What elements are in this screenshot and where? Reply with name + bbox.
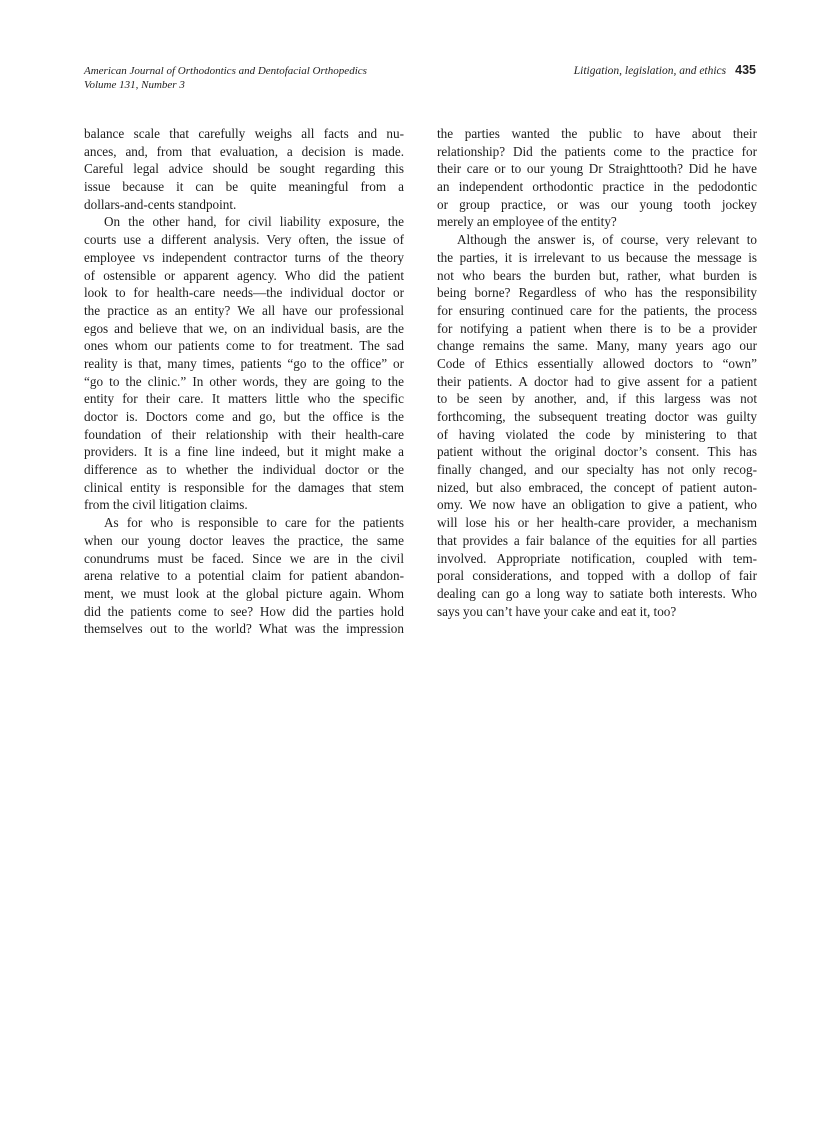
text-line: their care or to our young Dr Straighttooth? Did he have [437,161,757,177]
text-line: themselves out to the world? What was the impression [84,621,404,637]
text-line: doctor is. Doctors come and go, but the office is the [84,409,404,424]
text-line: of having violated the code by ministering to that [437,426,757,442]
text-line: their patients. A doctor had to give assent for a patient [437,373,757,389]
text-line: for ensuring continued care for the patients, the process [437,302,757,318]
body-column-right [437,125,757,620]
text-line: forthcoming, the subsequent treating doctor was guilty [437,409,757,424]
text-line: Although the answer is, of course, very relevant to [457,232,757,248]
text-line: relationship? Did the patients come to the practice for [437,143,757,159]
text-line: clinical entity is responsible for the damages that stem [84,479,404,495]
text-line: balance scale that carefully weighs all facts and nu- [84,126,404,141]
text-line: issue because it can be quite meaningful from a [84,179,404,195]
text-line: Careful legal advice should be sought regarding this [84,161,404,177]
text-line: for notifying a patient when there is to be a provider [437,320,757,336]
text-line: egos and believe that we, on an individual basis, are the [84,320,404,336]
text-line: patient without the original doctor’s consent. This has [437,444,757,460]
text-line: ment, we must look at the global picture again. Whom [84,585,404,601]
volume-issue: Volume 131, Number 3 [84,79,185,91]
text-line: arena relative to a potential claim for patient abandon- [84,568,404,584]
text-line: involved. Appropriate notification, coupled with tem- [437,550,757,566]
text-line: when our young doctor leaves the practice, the same [84,532,404,548]
text-line: being borne? Regardless of who has the responsibility [437,285,757,301]
text-line: conundrums must be faced. Since we are in the civil [84,550,404,566]
text-line: that provides a fair balance of the equities for all parties [437,532,757,548]
text-line: ances, and, from that evaluation, a decision is made. [84,143,404,159]
text-line: On the other hand, for civil liability exposure, the [104,214,404,230]
text-line: of ostensible or apparent agency. Who did the patient [84,267,404,283]
text-line: providers. It is a fine line indeed, but it might make a [84,444,404,460]
text-line: finally changed, and our specialty has not only recog- [437,462,757,478]
text-line: or group practice, or was our young tooth jockey [437,196,757,212]
text-line: the parties wanted the public to have about their [437,126,757,141]
text-line: not who bears the burden but, rather, what burden is [437,267,757,283]
running-header-right [574,63,756,77]
running-header-left [84,64,367,92]
text-line: look to for health-care needs—the individual doctor or [84,285,404,301]
text-line: employee vs independent contractor turns of the theory [84,249,404,265]
text-line: poral considerations, and topped with a dollop of fair [437,568,757,584]
text-line: reality is that, many times, patients “go to the office” or [84,355,404,371]
text-line: courts use a different analysis. Very often, the issue of [84,232,404,248]
text-line: an independent orthodontic practice in the pedodontic [437,179,757,195]
text-line: change remains the same. Many, many years ago our [437,338,757,354]
text-line: difference as to whether the individual doctor or the [84,462,404,478]
text-line: dollars-and-cents standpoint. [84,196,237,212]
text-line: to be seen by another, and, if this largess was not [437,391,757,407]
text-line: merely an employee of the entity? [437,214,617,230]
text-line: the practice as an entity? We all have our professional [84,302,404,318]
text-line: Code of Ethics essentially allowed doctors to “own” [437,355,757,371]
text-line: ones whom our patients come to for treatment. The sad [84,338,404,354]
body-column-left [84,125,404,638]
section-title: Litigation, legislation, and ethics [573,65,727,77]
text-line: the parties, it is irrelevant to us because the message is [437,249,757,265]
text-line: dealing can go a long way to satiate both interests. Who [437,585,757,601]
text-line: says you can’t have your cake and eat it, too? [437,603,677,619]
text-line: “go to the clinic.” In other words, they are going to the [84,373,404,389]
text-line: did the patients come to see? How did the parties hold [84,603,404,619]
text-line: As for who is responsible to care for the patients [104,515,404,531]
text-line: omy. We now have an obligation to give a patient, who [437,497,757,513]
journal-title: American Journal of Orthodontics and Dentofacial Orthopedics [84,65,367,77]
text-line: nized, but also embraced, the concept of patient auton- [437,479,757,495]
text-line: from the civil litigation claims. [84,497,248,513]
page-number: 435 [735,63,756,77]
text-line: entity for their care. It matters little who the specific [84,391,404,407]
text-line: foundation of their relationship with their health-care [84,426,404,442]
text-line: will lose his or her health-care provider, a mechanism [437,515,757,531]
